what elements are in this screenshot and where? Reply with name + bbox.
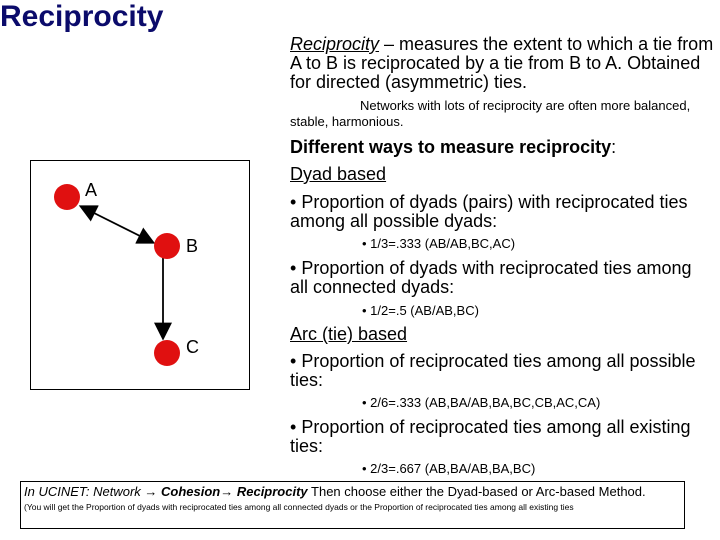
arc-bullet-1-text: • Proportion of reciprocated ties among all possible ties: [290,351,696,390]
definition-text: – measures the extent to which a tie from A to B is reciprocated by a tie from B to A. Obtained for directed (asymmetric) ties. [290,34,714,92]
dyad-bullet-1-text: • Proportion of dyads (pairs) with reciprocated ties among all possible dyads: [290,192,688,231]
dyad-bullet-2-text: • Proportion of dyads with reciprocated ties among all connected dyads: [290,258,692,297]
slide-title: Reciprocity [0,0,164,33]
network-diagram [30,160,250,390]
arc-bullet-1 [290,352,710,390]
dyad-bullet-1 [290,193,710,231]
ways-heading-text: Different ways to measure reciprocity [290,137,612,157]
arc-based-label: Arc (tie) based [290,324,408,344]
reciprocity-note: Networks with lots of reciprocity are often more balanced, stable, harmonious. [290,98,691,129]
edge-a-b [82,207,152,242]
arc-sub-1: • 2/6=.333 (AB,BA/AB,BA,BC,CB,AC,CA) [362,396,600,409]
footer-reciprocity: Reciprocity [233,484,308,499]
arrow-icon: → [220,484,234,499]
dyad-sub-2: • 1/2=.5 (AB/AB,BC) [362,304,479,317]
arc-sub-2: • 2/3=.667 (AB,BA/AB,BA,BC) [362,462,535,475]
node-a-label: A [85,180,98,200]
ways-heading [290,138,616,156]
footer-cohesion: Cohesion [157,484,221,499]
node-c-label: C [186,337,199,357]
ways-heading-colon: : [611,137,617,157]
ucinet-instructions-box [20,481,685,529]
definition-term: Reciprocity [290,34,380,54]
node-b-label: B [186,236,199,256]
arc-bullet-2 [290,418,710,456]
footer-prefix: In UCINET: Network [24,484,145,499]
dyad-sub-1: • 1/3=.333 (AB/AB,BC,AC) [362,237,515,250]
node-c [154,340,180,366]
node-a [54,184,80,210]
dyad-based-label: Dyad based [290,164,387,184]
dyad-bullet-2 [290,259,710,297]
footer-fine-print: (You will get the Proportion of dyads with reciprocated ties among all connected dyads or the Proportion of reciprocated ties among all existing ties [24,502,574,512]
node-b [154,233,180,259]
definition-paragraph [290,35,715,92]
footer-rest: Then choose either the Dyad-based or Arc-based Method. [307,484,646,499]
arrow-icon: → [144,484,158,499]
arc-bullet-2-text: • Proportion of reciprocated ties among all existing ties: [290,417,691,456]
ucinet-instructions [24,484,681,500]
